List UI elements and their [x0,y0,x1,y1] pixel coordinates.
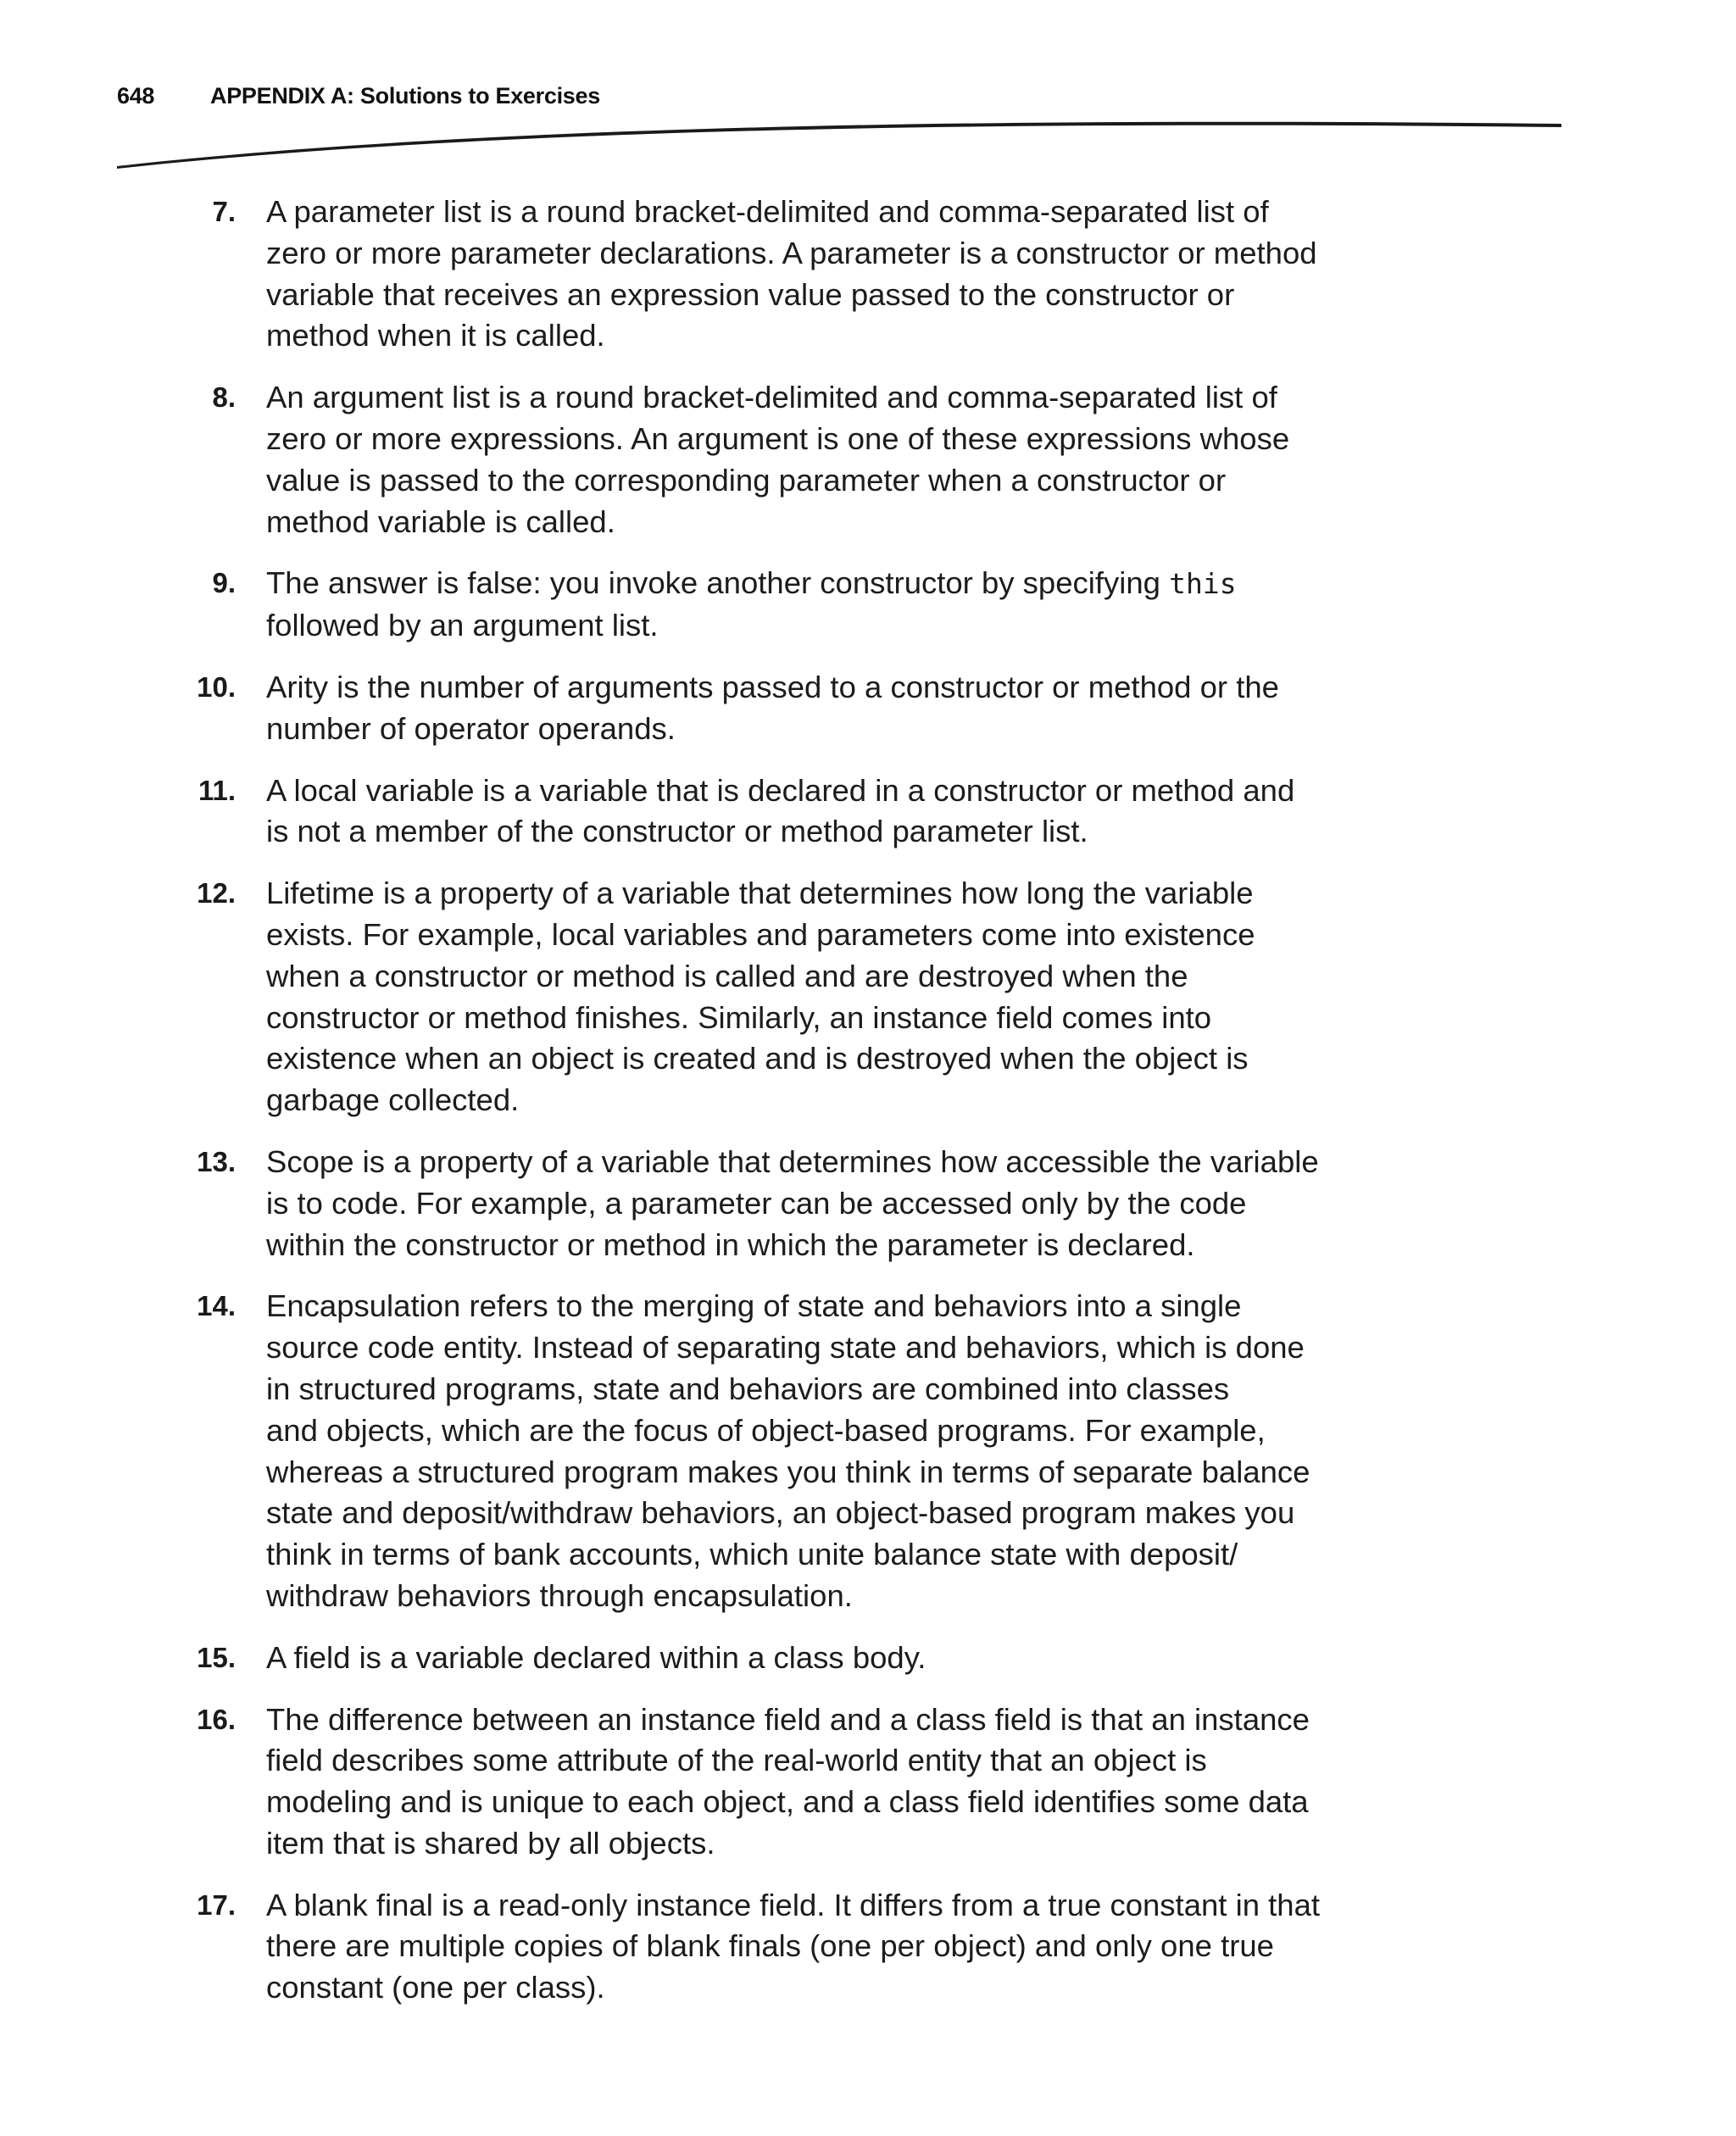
exercise-14 [170,1286,1390,1616]
text-line: item that is shared by all objects. [266,1825,715,1861]
text-line: value is passed to the corresponding parameter when a constructor or [266,462,1227,498]
exercise-number: 16. [197,1703,236,1735]
text-line: field describes some attribute of the real-world entity that an object is [266,1743,1207,1778]
exercise-number: 15. [197,1641,236,1673]
exercise-17 [170,1885,1390,2009]
text-line: source code entity. Instead of separating state and behaviors, which is done [266,1330,1305,1366]
text-line: and objects, which are the focus of object-based programs. For example, [266,1412,1266,1448]
exercise-text [266,1699,1390,1865]
text-segment: The answer is false: you invoke another constructor by specifying [266,565,1170,601]
text-line [266,563,1390,605]
exercise-11 [170,770,1390,854]
text-line: method when it is called. [266,318,605,353]
exercise-text [266,667,1390,750]
exercise-text [266,1638,1390,1679]
exercise-list [170,192,1390,2029]
text-line: Scope is a property of a variable that determines how accessible the variable [266,1143,1319,1179]
text-line: within the constructor or method in which the parameter is declared. [266,1227,1195,1262]
text-line: A parameter list is a round bracket-delimited and comma-separated list of [266,194,1269,229]
text-line: exists. For example, local variables and parameters come into existence [266,916,1255,952]
text-line: think in terms of bank accounts, which unite balance state with deposit/ [266,1537,1238,1572]
exercise-number: 14. [197,1290,236,1322]
page-number: 648 [117,83,155,108]
text-line: followed by an argument list. [266,608,659,643]
exercise-13 [170,1142,1390,1265]
exercise-text [266,1885,1390,2009]
text-line: Lifetime is a property of a variable that determines how long the variable [266,876,1254,911]
text-line: A blank final is a read-only instance field. It differs from a true constant in that [266,1887,1321,1922]
text-line: zero or more parameter declarations. A parameter is a constructor or method [266,235,1317,270]
exercise-text [266,770,1390,854]
exercise-number: 13. [197,1145,236,1177]
exercise-10 [170,667,1390,750]
text-line: in structured programs, state and behaviors are combined into classes [266,1371,1230,1406]
exercise-number: 7. [212,196,236,227]
text-line: method variable is called. [266,503,615,539]
text-line: whereas a structured program makes you think in terms of separate balance [266,1454,1310,1489]
header-rule [110,112,1568,180]
text-line: when a constructor or method is called and are destroyed when the [266,958,1188,993]
exercise-text [266,873,1390,1121]
exercise-12 [170,873,1390,1121]
text-line: is to code. For example, a parameter can be accessed only by the code [266,1185,1247,1221]
exercise-15 [170,1638,1390,1679]
text-line: zero or more expressions. An argument is one of these expressions whose [266,420,1290,456]
exercise-text [266,1286,1390,1616]
exercise-text [266,563,1390,647]
exercise-number: 12. [197,877,236,909]
text-line: variable that receives an expression value passed to the constructor or [266,276,1235,312]
text-line: existence when an object is created and is destroyed when the object is [266,1041,1249,1076]
exercise-text [266,1142,1390,1265]
exercise-8 [170,377,1390,542]
text-line: modeling and is unique to each object, and a class field identifies some data [266,1784,1309,1820]
text-line: A local variable is a variable that is declared in a constructor or method and [266,772,1295,808]
exercise-number: 17. [197,1888,236,1921]
exercise-text [266,192,1390,357]
text-line: An argument list is a round bracket-delimited and comma-separated list of [266,380,1277,415]
text-line: is not a member of the constructor or method parameter list. [266,814,1088,849]
running-head [117,83,600,109]
running-title: APPENDIX A: Solutions to Exercises [210,83,600,108]
exercise-number: 9. [212,567,236,599]
text-line: withdraw behaviors through encapsulation. [266,1577,853,1613]
text-line: constant (one per class). [266,1970,605,2005]
text-line: Arity is the number of arguments passed to a constructor or method or the [266,669,1279,704]
exercise-16 [170,1699,1390,1865]
exercise-number: 8. [212,381,236,414]
exercise-number: 10. [197,670,236,703]
code-keyword: this [1169,567,1237,601]
exercise-7 [170,192,1390,357]
text-line: The difference between an instance field and a class field is that an instance [266,1701,1310,1737]
exercise-9 [170,563,1390,647]
text-line: constructor or method finishes. Similarly, an instance field comes into [266,999,1212,1035]
text-line: Encapsulation refers to the merging of state and behaviors into a single [266,1288,1242,1324]
exercise-text [266,377,1390,542]
text-line: A field is a variable declared within a class body. [266,1639,926,1675]
text-line: number of operator operands. [266,710,676,746]
text-line: garbage collected. [266,1082,520,1118]
exercise-number: 11. [198,774,236,806]
text-line: there are multiple copies of blank finals (one per object) and only one true [266,1928,1274,1964]
text-line: state and deposit/withdraw behaviors, an object-based program makes you [266,1495,1295,1531]
